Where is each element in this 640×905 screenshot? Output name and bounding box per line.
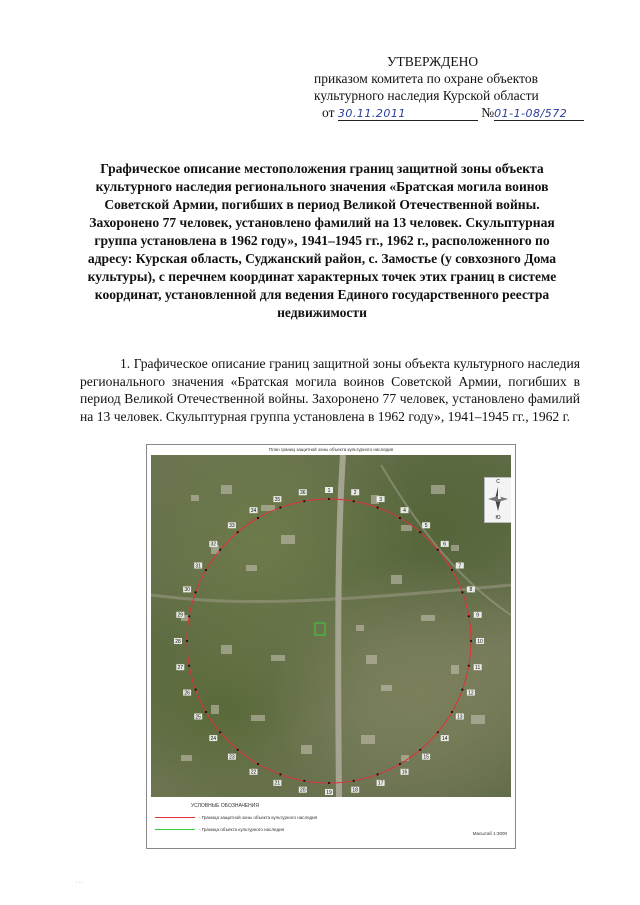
map-scale: Масштаб 1:3000 [472, 831, 507, 836]
boundary-point-label: 12 [468, 690, 474, 697]
legend-object-label: - Граница объекта культурного наследия [199, 827, 285, 832]
boundary-point-marker [328, 782, 330, 784]
boundary-point-label: 33 [229, 523, 235, 530]
boundary-point-label: 18 [352, 787, 358, 794]
boundary-point-marker [195, 689, 197, 691]
building [181, 755, 192, 761]
boundary-point-marker [237, 749, 239, 751]
boundary-point-label: 8 [469, 587, 473, 594]
boundary-point-marker [419, 531, 421, 533]
boundary-point-label: 36 [300, 490, 306, 497]
boundary-point-marker [451, 711, 453, 713]
compass-rose-icon [488, 487, 508, 511]
boundary-point-marker [437, 549, 439, 551]
protection-zone-boundary [187, 496, 471, 783]
boundary-point-label: 9 [476, 612, 480, 619]
from-label: от [322, 105, 335, 120]
building [211, 705, 219, 714]
boundary-point-label: 7 [458, 563, 462, 570]
boundary-point-marker [237, 531, 239, 533]
boundary-point-label: 2 [353, 490, 357, 497]
boundary-point-marker [377, 507, 379, 509]
boundary-point-marker [205, 711, 207, 713]
boundary-point-marker [188, 615, 190, 617]
boundary-point-marker [303, 780, 305, 782]
boundary-point-marker [399, 763, 401, 765]
description-paragraph: 1. Графическое описание границ защитной зоны объекта культурного наследия регионального значения «Братская могила воинов Советской Армии, погибших в период Великой Отечественной войны. Захоронено 77 человек, установлено фамилий на 13 человек. Скульптурная группа установлена в 1962 году», 1941–1945 гг., 1962 г. [80, 356, 580, 424]
building [246, 565, 257, 571]
building [221, 485, 232, 494]
aerial-photo [151, 455, 511, 797]
boundary-point-label: 35 [274, 496, 281, 503]
boundary-point-marker [468, 665, 470, 667]
boundary-point-marker [461, 591, 463, 593]
boundary-point-marker [419, 749, 421, 751]
building [471, 715, 485, 724]
building [221, 645, 232, 654]
approval-stamp [300, 53, 600, 121]
building [366, 655, 377, 664]
compass-north: С [496, 479, 500, 485]
boundary-point-marker [303, 500, 305, 502]
boundary-point-marker [257, 763, 259, 765]
boundary-point-label: 5 [424, 523, 428, 530]
handwritten-number: 01-1-08/572 [494, 107, 568, 120]
approval-signature-line [300, 104, 600, 121]
boundary-point-label: 3 [379, 496, 382, 503]
building [421, 615, 435, 621]
boundary-point-marker [353, 500, 355, 502]
boundary-point-marker [186, 640, 188, 642]
boundary-point-label: 26 [184, 690, 190, 697]
boundary-map [146, 444, 516, 849]
boundary-point-marker [377, 773, 379, 775]
boundary-point-label: 21 [274, 780, 281, 787]
approval-line-1: приказом комитета по охране объектов [314, 71, 538, 86]
compass [484, 477, 511, 523]
boundary-point-label: 23 [229, 754, 235, 761]
boundary-point-marker [328, 498, 330, 500]
boundary-point-label: 30 [184, 587, 190, 594]
boundary-point-marker [399, 517, 401, 519]
boundary-point-marker [188, 665, 190, 667]
boundary-points [174, 487, 484, 796]
building [451, 545, 459, 551]
boundary-point-label: 25 [195, 714, 201, 721]
building [301, 745, 312, 754]
building [356, 625, 364, 631]
boundary-point-label: 14 [441, 735, 448, 742]
building [271, 655, 285, 661]
boundary-point-marker [451, 569, 453, 571]
number-field [494, 106, 584, 121]
boundary-point-label: 15 [423, 754, 429, 761]
building [401, 755, 409, 761]
handwritten-date: 30.11.2011 [337, 107, 406, 120]
legend-object-row [155, 827, 284, 832]
number-label: № [481, 105, 495, 120]
boundary-point-label: 19 [326, 789, 332, 796]
boundary-point-marker [353, 780, 355, 782]
legend-title: УСЛОВНЫЕ ОБОЗНАЧЕНИЯ [191, 803, 259, 809]
boundary-point-marker [219, 731, 221, 733]
boundary-point-marker [279, 507, 281, 509]
approval-title: УТВЕРЖДЕНО [387, 54, 479, 69]
building [251, 715, 265, 721]
building [401, 525, 412, 531]
boundary-point-label: 24 [210, 735, 217, 742]
legend-boundary-swatch [155, 817, 195, 818]
map-legend [151, 801, 511, 845]
boundary-point-label: 6 [443, 541, 447, 548]
boundary-point-marker [205, 569, 207, 571]
boundary-point-label: 28 [175, 638, 181, 645]
approval-line-2: культурного наследия Курской области [314, 88, 539, 103]
building [391, 575, 402, 584]
map-title: План границ защитной зоны объекта культурного наследия [268, 447, 394, 452]
legend-boundary-label: - Граница защитной зоны объекта культурного наследия [199, 815, 318, 820]
boundary-point-marker [257, 517, 259, 519]
road [338, 455, 343, 797]
boundary-point-label: 13 [457, 714, 463, 721]
boundary-point-label: 32 [210, 541, 217, 548]
boundary-point-marker [461, 689, 463, 691]
boundary-point-label: 16 [401, 769, 408, 776]
building [191, 495, 199, 501]
boundary-point-marker [468, 615, 470, 617]
boundary-point-label: 22 [250, 769, 257, 776]
date-field [338, 106, 478, 121]
legend-object-swatch [155, 829, 195, 830]
boundary-point-marker [195, 591, 197, 593]
legend-boundary-row [155, 815, 317, 820]
scan-mark: · ·· [75, 880, 83, 886]
boundary-point-marker [279, 773, 281, 775]
buildings [181, 485, 485, 761]
compass-south: Ю [495, 515, 501, 521]
boundary-point-label: 1 [327, 487, 331, 494]
boundary-point-marker [437, 731, 439, 733]
boundary-point-label: 20 [300, 787, 306, 794]
document-heading: Графическое описание местоположения границ защитной зоны объекта культурного наследия регионального значения «Братская могила воинов Советской Армии, погибших в период Великой Отечественной войны. Захоронено 77 человек, установлено фамилий на 13 человек. Скульптурная группа установлена в 1962 году», 1941–1945 гг., 1962 г., расположенного по адресу: Курская область, Суджанский район, с. Замостье (у совхозного Дома культуры), с перечнем координат характерных точек этих границ в системе координат, установленной для ведения Единого государственного реестра недвижимости [87, 161, 557, 320]
boundary-point-label: 27 [177, 665, 184, 671]
boundary-point-label: 4 [403, 508, 406, 514]
boundary-point-label: 10 [477, 638, 483, 645]
boundary-point-marker [219, 549, 221, 551]
heritage-object-boundary [315, 623, 325, 635]
building [381, 685, 392, 691]
building [361, 735, 375, 744]
map-overlay [151, 455, 511, 797]
boundary-point-label: 34 [250, 508, 257, 514]
building [281, 535, 295, 544]
building [451, 665, 459, 674]
boundary-point-label: 11 [475, 665, 481, 671]
building [431, 485, 445, 494]
boundary-point-label: 17 [377, 780, 384, 787]
boundary-point-label: 29 [177, 612, 184, 619]
boundary-point-marker [470, 640, 472, 642]
boundary-point-label: 31 [195, 563, 201, 570]
road [151, 585, 511, 602]
